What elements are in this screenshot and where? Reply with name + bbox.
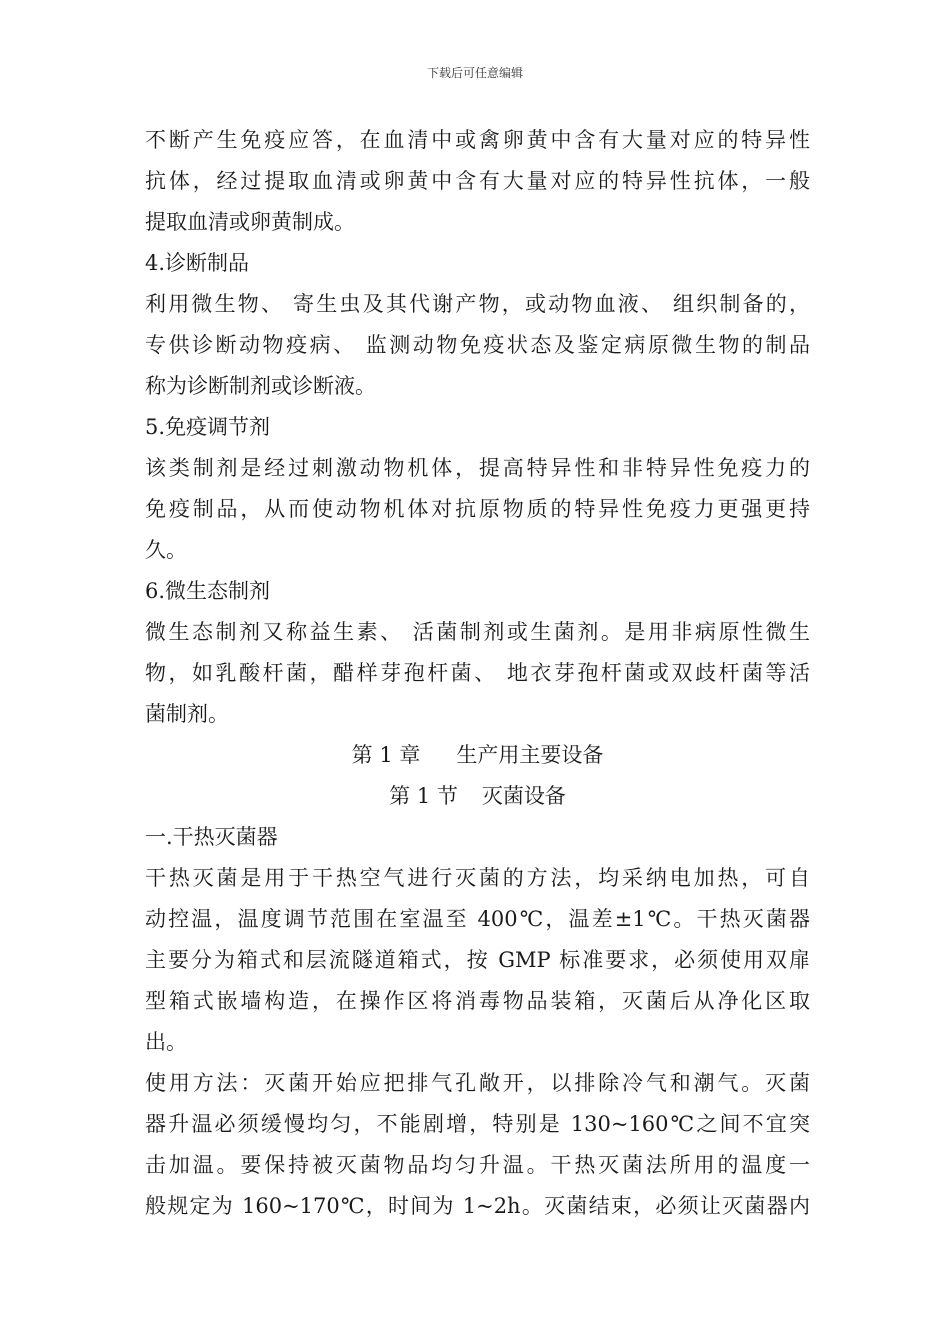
chapter-number: 第 1 章 (351, 743, 421, 767)
document-body (145, 120, 810, 1227)
paragraph-block-1 (145, 120, 810, 735)
text-line: 击加温。要保持被灭菌物品均匀升温。干热灭菌法所用的温度一 (145, 1153, 810, 1177)
text-line: 6.微生态制剂 (145, 579, 271, 603)
section-number: 第 1 节 (389, 784, 458, 808)
text-line: 主要分为箱式和层流隧道箱式，按 GMP 标准要求，必须使用双扉 (145, 948, 810, 972)
text-line: 抗体，经过提取血清或卵黄中含有大量对应的特异性抗体，一般 (145, 169, 810, 193)
text-line: 提取血清或卵黄制成。 (145, 210, 355, 234)
paragraph-block-2 (145, 817, 810, 1227)
text-line: 干热灭菌是用于干热空气进行灭菌的方法，均采纳电加热，可自 (145, 866, 810, 890)
text-line: 器升温必须缓慢均匀，不能剧增，特别是 130~160℃之间不宜突 (145, 1112, 810, 1136)
text-line: 专供诊断动物疫病、 监测动物免疫状态及鉴定病原微生物的制品 (145, 333, 810, 357)
text-line: 物，如乳酸杆菌，醋样芽孢杆菌、 地衣芽孢杆菌或双歧杆菌等活 (145, 661, 810, 685)
page-header: 下载后可任意编辑 (426, 66, 523, 80)
text-line: 5.免疫调节剂 (145, 415, 271, 439)
text-line: 出。 (145, 1030, 187, 1054)
text-line: 微生态制剂又称益生素、 活菌制剂或生菌剂。是用非病原性微生 (145, 620, 810, 644)
text-line: 一.干热灭菌器 (145, 825, 278, 849)
text-line: 型箱式嵌墙构造，在操作区将消毒物品装箱，灭菌后从净化区取 (145, 989, 810, 1013)
text-line: 免疫制品，从而使动物机体对抗原物质的特异性免疫力更强更持 (145, 497, 810, 521)
chapter-title: 生产用主要设备 (456, 743, 604, 767)
text-line: 称为诊断制剂或诊断液。 (145, 374, 376, 398)
text-line: 动控温，温度调节范围在室温至 400℃，温差±1℃。干热灭菌器 (145, 907, 810, 931)
text-line: 该类制剂是经过刺激动物机体，提高特异性和非特异性免疫力的 (145, 456, 810, 480)
section-title: 灭菌设备 (481, 784, 566, 808)
chapter-heading (145, 735, 810, 776)
text-line: 4.诊断制品 (145, 251, 250, 275)
section-heading (145, 776, 810, 817)
text-line: 利用微生物、 寄生虫及其代谢产物，或动物血液、 组织制备的， (145, 292, 810, 316)
text-line: 菌制剂。 (145, 702, 229, 726)
text-line: 般规定为 160~170℃，时间为 1~2h。灭菌结束，必须让灭菌器内 (145, 1194, 810, 1218)
text-line: 不断产生免疫应答，在血清中或禽卵黄中含有大量对应的特异性 (145, 128, 810, 152)
text-line: 使用方法：灭菌开始应把排气孔敞开，以排除冷气和潮气。灭菌 (145, 1071, 810, 1095)
text-line: 久。 (145, 538, 187, 562)
